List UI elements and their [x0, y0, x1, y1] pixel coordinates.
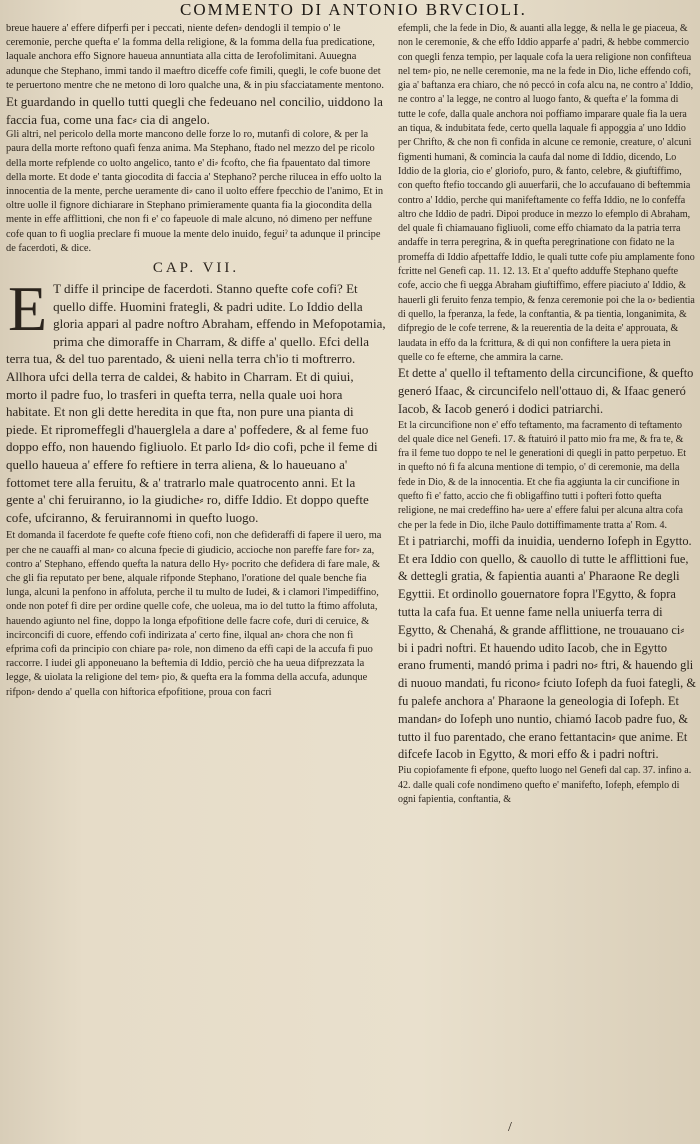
left-column — [6, 22, 386, 700]
scripture-text: T diffe il principe de facerdoti. Stanno quefte cofe cofi? Et quello diffe. Huomini frategli, & padri udite. Lo Iddio della gloria appari al padre noftro Abraham, effendo in Mefopotamia, prima che dimoraffe in Charram, & diffe a' quello. Efci della terra tua, & del tuo parentado, & uieni nella terra ch'io ti moftrerro. Allhora ufci della terra de caldei, & habito in Charram. Et di quiui, morto il padre fuo, lo trasferi in quefta terra, nella quale uoi hora habitate. Et non gli dette heredita in que fta, non pure una pianta di piede. Et ripromeffegli d'hauerglela a dare a' poffedere, & al feme fuo doppo effo, non hauendo figliuolo. Et parlo Id⸗ dio cofi, pche il feme di quello haueua a' effere fo reftiere in terra aliena, & lo haueuano a' fottomet tere alla feruitu, & a' tratrarlo male quatrocento anni. Et la gente a' chi feruiranno, io la giudiche⸗ ro, diffe Iddio. Et doppo quefte cofe, ufciranno, & feruirannomi in quefto luogo. — [6, 281, 386, 525]
right-column — [398, 22, 696, 807]
scripture-paragraph: Et i patriarchi, moffi da inuidia, uenderno Iofeph in Egytto. Et era Iddio con quello, & cauollo di tutte le afflittioni fue, & dettegli gratia, & fapientia auanti a' Pharaone Re degli Egyttii. Et ordinollo gouernatore fopra l'Egytto, & fopra tutta la cafa fua. Et uenne fame nella uniuerfa terra di Egytto, & Chenahá, & grande afflittione, ne trouauano ci⸗ bi i padri noftri. Et hauendo udito Iacob, che in Egytto erano frumenti, mandó prima i padri no⸗ ftri, & hauendo gli di nuouo mandati, fu ricono⸗ fciuto Iofeph da fuoi fategli, & fu palefe anchora a' Pharaone la geneologia di Iofeph. Et mandan⸗ do Iofeph uno nuntio, chiamó Iacob padre fuo, & tutto il fuo parentado, che erano fettantacin⸗ que anime. Et difcefe Iacob in Egytto, & mori effo & i padri noftri. — [398, 533, 696, 762]
drop-capital: E — [8, 273, 48, 345]
commentary-paragraph: Et domanda il facerdote fe quefte cofe ftieno cofi, non che defideraffi di fapere il uero, ma per che ne cauaffi al man⸗ co alcuna fpecie di giudicio, accioche non pareffe fare for⸗ za, contro a' Stephano, effendo quefta la natura dello Hy⸗ pocrito che defidera di fare male, & che gli fia reputato per bene, alquale rifponde Stephano, l'oratione del quale benche fia lunga, alcuni la penfono in affoluta, perche il tu multo de Iudei, & i clamori l'impediffino, onde non potef fi dire per ordine quelle cofe, che uoleua, ma io del tutto la ftimo affoluta, hauendo agiunto nel fine, doppo la longa efpofitione delle facre cofe, duri di ceruice, & incirconcifi di cuore, effendo cofi indirizata a' certo fine, ilqual an⸗ chora che non fi efprima cofi da principio con chiare pa⸗ role, non dimeno da effi capi de la accufa fi puo raccorre. I iudei gli apponeuano la beftemia di Iddio, perciò che ha ueua difprezzata la legge, & uiolata la religione del tem⸗ pio, & quefta era la fomma della accufa, adunque rifpon⸗ dendo a' quella con hiftorica efpofitione, proua con facri — [6, 530, 382, 698]
page-mark: / — [508, 1120, 512, 1135]
scripture-paragraph — [6, 273, 386, 526]
commentary-paragraph: breue hauere a' effere difperfi per i peccati, niente defen⸗ dendogli il tempio o' le ceremonie, perche quefta e' la fomma della religione, & la fomma della fua predicatione, laquale anchora effo Signore haueua annuntiata alla citta de Ierofolimitani. Auuegna adunque che Stephano, immi tando il maeftro diceffe cofe fimili, quegli, le cofe buone det te peruertono mentre che ne metono di loro qualche una, & in piu sfacciatamente mentono. — [6, 23, 384, 91]
running-title: COMMENTO DI ANTONIO BRVCIOLI. — [180, 0, 527, 19]
commentary-paragraph: Gli altri, nel pericolo della morte mancono delle forze lo ro, mutanfi di colore, & per la paura della morte reftono quafi fenza anima. Ma Stephano, ftado nel mezzo del pe ricolo della morte refplende co uolto angelico, tanto e' di⸗ fcofto, che fia fpauentato dal timore della morte. Et dode e' tanta giocodita di faccia a' Stephano? perche rilucea in effo uolto la innocentia de la mente, perche ueramente di⸗ cano il uolto effere fpecchio de l'animo, Et in oltre uolle il fignore dichiarare in Stephano primieramente quanta fia la giocondita della mente in effe afflittioni, che non fi e' co fapeuole di male alcuno, nó dimeno per neffune cofe quan to fi uoglia preclare fi muoue la mente delo inuido, feguiˀ ta adunque il principe de facerdoti, & dice. — [6, 129, 384, 254]
scripture-paragraph: Et dette a' quello il teftamento della circuncifione, & quefto generó Ifaac, & circuncifelo nell'ottauo di, & Ifaac generó Iacob, & Iacob generó i dodici patriarchi. — [398, 366, 694, 416]
commentary-paragraph: Piu copiofamente fi efpone, quefto luogo nel Genefi dal cap. 37. infino a. 42. dalle quali cofe nondimeno quefto e' manifefto, Iofeph, efemplo di ogni fapientia, conftantia, & — [398, 765, 692, 805]
chapter-heading: CAP. VII. — [152, 260, 240, 277]
commentary-paragraph: Et la circuncifione non e' effo teftamento, ma facramento di teftamento del quale dice nel Genefi. 17. & ftatuiró il patto mio fra me, & fra te, & fra il feme tuo doppo te nel le generationi di quegli in patto perpetuo. Et in quefto nó fi fa alcuna mentione di tempio, o' di ceremonie, ma della fede in Dio, & de la innocentia. Et che fia aggiunta la cir cuncifione in quefto fi e' fatto, accio che fi obligaffino tutti i pofteri fotto quefta religione, ne mai credeffino ha⸗ uere a' effere falui per alcuna altra cofa che per la fede in Dio, ilche Paulo dottiffimamente tratta a' Rom. 4. — [398, 419, 686, 531]
scripture-paragraph: Et guardando in quello tutti quegli che fedeuano nel concilio, uiddono la faccia fua, come una fac⸗ cia di angelo. — [6, 94, 383, 127]
commentary-paragraph: efempli, che la fede in Dio, & auanti alla legge, & nella le ge piaceua, & non le ceremonie, & che effo Iddio apparfe a' padri, & hebbe commercio con quegli fenza tempio, per laquale cofa la uera religione non confifteua nel tem⸗ pio, ne nelle ceremonie, ma ne la fede in Dio, liche effendo cofi, gia a' baftanza era chiaro, che nó peccó in cofa alcu na, ne contro a' Iddio, ne contro a' la legge, ne contro al luogo fanto, & quefta e' la fomma di tutte le cofe, dalla quale anchora noi poffiamo imparare quale fia la uera an tiqua, & indubitata fede, certo quella laquale fi appoggia a' uno Iddio per Chrifto, & che non fi confida in alcune ce remonie, creature, o' alcuni figmenti humani, & comincia la caufa dal nome di Iddio, dicendo, Lo Iddio de la gloria, cio e' gloriofo, puro, & fanto, celebre, & giuftiffimo, con quefto ftefio toccando gli auuerfarii, che lo accufauano di beftemmia contro a' Iddio, perche qui manifeftamente co feffa Iddio, ne lo confeffa altro che Iddio de padri. Dipoi produce in mezzo lo efemplo di Abraham, del quale fi chiamauano figliuoli, come effo chiamato da la patria terra andaffe in terra peregrina, & in quefta peregrinatione con fidato ne la promeffa di Iddio afpettaffe Iddio, le quali tutte cofe piu amplamente fono fcritte nel Genefi cap. 11. 12. 13. Et a' quefto adduffe Stephano quefte cofe, accio che fi uegga Abraham giuftiffimo, effere piaciuto a' Iddio, & hauerli gli feruito fenza tempio, & fenza ceremonie poi che la o⸗ bedientia di quello, la fperanza, la fede, la conftantia, & pa tientia, longanimita, & difpregio de le cofe terrene, & la reuerentia de la deita e' approuata, & laudata in effo da la fcrittura, & di qui non confiftere la uera pieta in quelle co fe efterne, che ammira la carne. — [398, 23, 695, 363]
